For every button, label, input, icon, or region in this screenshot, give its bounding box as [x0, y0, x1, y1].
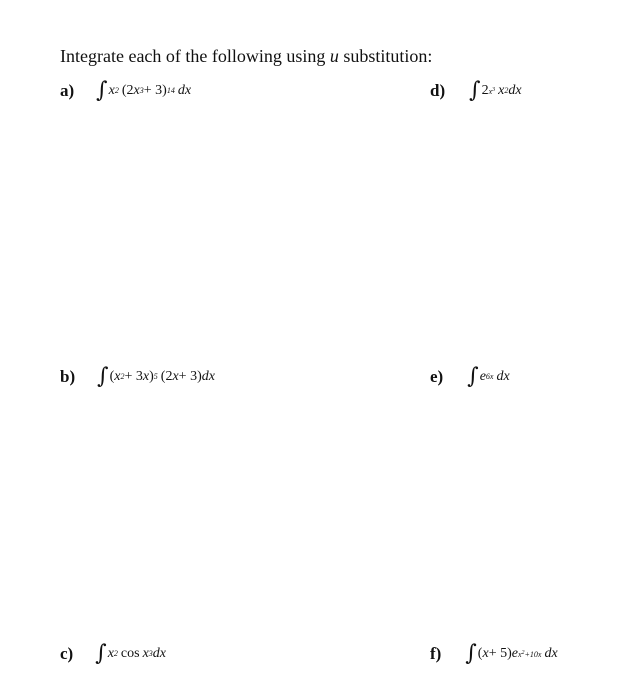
- problem-f: [430, 643, 558, 665]
- term: x: [498, 83, 505, 98]
- term: + 5): [488, 646, 512, 661]
- term: 2: [481, 83, 489, 98]
- differential: dx: [152, 646, 167, 661]
- integral-expression: [465, 643, 557, 665]
- term: (: [477, 646, 483, 661]
- differential: dx: [508, 83, 522, 98]
- instructions-prefix: Integrate each of the following using: [60, 46, 330, 66]
- exponent-base: x: [488, 87, 493, 96]
- differential: dx: [201, 369, 215, 384]
- term: x: [107, 646, 114, 661]
- term: ): [149, 369, 154, 384]
- exponent: [517, 650, 542, 659]
- term: + 3: [124, 369, 143, 384]
- exponent: [488, 87, 496, 96]
- integral-sign: ∫: [97, 364, 109, 389]
- term: + 3): [143, 83, 167, 98]
- problem-c: [60, 643, 166, 665]
- integral-expression: ∫ 2 $x^3$ x 2 dx: [469, 78, 522, 103]
- term: (: [109, 369, 115, 384]
- exponent-tail: +10x: [524, 650, 542, 659]
- instructions-heading: [60, 46, 432, 67]
- problem-a: [60, 80, 191, 102]
- term: x: [108, 83, 115, 98]
- integral-sign: ∫: [467, 364, 479, 389]
- problem-label: c): [60, 644, 74, 663]
- integral-expression: ∫ ( x 2 + 3 x ) 5 (2 x + 3) dx: [97, 364, 215, 389]
- term: x: [142, 369, 150, 384]
- problem-label: e): [430, 367, 444, 386]
- term: x: [482, 646, 489, 661]
- term: + 3): [178, 369, 202, 384]
- term: e: [479, 369, 486, 384]
- differential: dx: [544, 646, 558, 661]
- term: x: [172, 369, 179, 384]
- exponent-base: x: [517, 650, 522, 659]
- problem-label: b): [60, 367, 76, 386]
- term: (2: [160, 369, 173, 384]
- integral-expression: ∫ x 2 cos x 3 dx: [95, 641, 167, 666]
- integral-sign: ∫: [95, 641, 107, 666]
- integral-sign: ∫: [96, 78, 108, 103]
- term: x: [114, 369, 121, 384]
- integral-sign: ∫: [469, 78, 481, 103]
- instructions-variable: u: [329, 46, 339, 66]
- term: (2: [121, 83, 134, 98]
- instructions-suffix: substitution:: [338, 46, 433, 66]
- term: x: [142, 646, 149, 661]
- integral-expression: ∫ e 6x dx: [467, 364, 510, 389]
- differential: dx: [496, 369, 510, 384]
- problem-label: d): [430, 81, 446, 100]
- term: cos: [120, 646, 140, 661]
- exponent: 2: [521, 650, 525, 656]
- term: e: [511, 646, 518, 661]
- problem-label: f): [430, 644, 442, 663]
- term: x: [133, 83, 140, 98]
- problem-b: [60, 366, 215, 388]
- integral-sign: ∫: [465, 641, 477, 666]
- problem-e: [430, 366, 510, 388]
- differential: dx: [177, 83, 192, 98]
- problem-label: a): [60, 81, 75, 100]
- integral-expression: ∫ x 2 (2 x 3 + 3) 14 dx: [96, 78, 192, 103]
- exponent: 3: [492, 87, 496, 93]
- problem-d: [430, 80, 522, 102]
